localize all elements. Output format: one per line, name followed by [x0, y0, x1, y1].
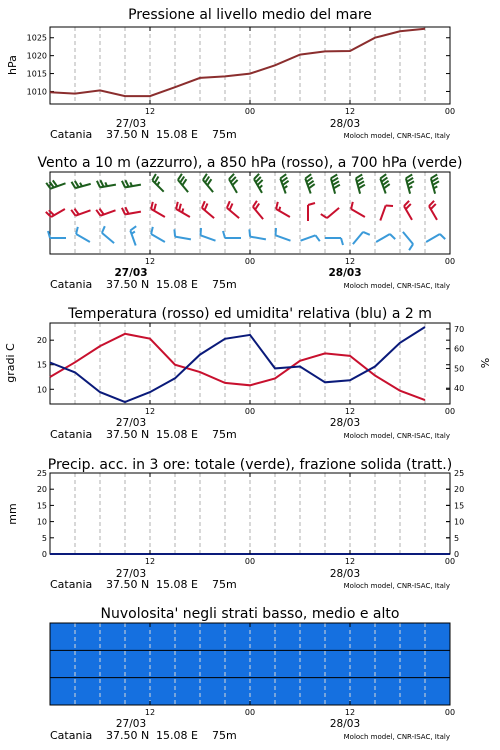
wind-barb-10m-shaft [175, 237, 191, 240]
wind-barb-850-half-feather [182, 209, 183, 213]
precipitation-lat: 37.50 N [106, 578, 150, 591]
wind-barb-700-feather [155, 177, 159, 183]
precipitation-panel [6, 457, 464, 591]
wind-barb-700 [178, 174, 188, 192]
temperature-panel [4, 306, 492, 441]
wind-model: Moloch model, CNR-ISAC, Italy [343, 282, 450, 290]
wind-barb-700 [72, 181, 91, 188]
cloud-xtick-label: 12 [144, 708, 156, 717]
wind-barb-10m-shaft [102, 233, 114, 243]
pressure-xtick-label: 12 [144, 107, 156, 116]
wind-barb-700-feather [408, 181, 414, 185]
wind-barb-700-feather [331, 175, 337, 179]
wind-barb-10m [223, 231, 241, 238]
wind-barb-850 [253, 201, 263, 219]
precipitation-right-ytick-label: 25 [454, 469, 465, 478]
precipitation-ytick-label: 0 [41, 550, 47, 559]
wind-barb-850-shaft [253, 207, 263, 219]
cloud-xtick-label: 00 [444, 708, 456, 717]
wind-barb-850 [308, 203, 315, 221]
wind-barb-850-feather [176, 202, 178, 209]
wind-barb-10m-shaft [76, 234, 90, 242]
wind-barb-10m-shaft [151, 234, 165, 242]
temperature-series-line [50, 334, 425, 400]
pressure-elev: 75m [212, 128, 237, 141]
pressure-ytick-label: 1025 [26, 33, 47, 43]
pressure-xtick-label: 00 [444, 107, 456, 116]
wind-xtick-label: 00 [244, 257, 256, 266]
humidity-ytick-label: 50 [454, 364, 465, 374]
temperature-elev: 75m [212, 428, 237, 441]
temperature-ytick-label: 10 [36, 385, 47, 395]
pressure-station: Catania [50, 128, 93, 141]
wind-title: Vento a 10 m (azzurro), a 850 hPa (rosso), a 700 hPa (verde) [37, 155, 463, 171]
wind-panel [37, 155, 462, 291]
precipitation-ylabel: mm [6, 503, 19, 525]
wind-barb-10m-shaft [201, 235, 216, 240]
precipitation-ytick-label: 10 [36, 517, 47, 527]
wind-lon: 15.08 E [156, 278, 198, 291]
wind-barb-700-feather [357, 178, 363, 182]
wind-barb-700-feather [152, 174, 156, 180]
wind-barb-850-feather [151, 202, 153, 209]
precipitation-ytick-label: 25 [36, 469, 47, 478]
wind-barb-10m-shaft [426, 234, 440, 242]
precipitation-date-2: 28/03 [329, 568, 361, 580]
wind-barb-10m-half-feather [132, 232, 135, 234]
pressure-date-1: 27/03 [115, 118, 147, 130]
wind-barb-10m-shaft [353, 232, 363, 244]
wind-barb-10m [276, 228, 291, 241]
wind-barb-10m-feather [76, 227, 78, 234]
wind-barb-700-feather [359, 185, 365, 189]
wind-barb-700-feather [334, 185, 340, 189]
wind-barb-850 [46, 209, 65, 217]
wind-barb-850-feather [308, 203, 315, 205]
wind-barb-850-feather [179, 204, 181, 211]
wind-barb-700-feather [432, 178, 438, 182]
wind-barb-10m-shaft [250, 237, 266, 240]
temperature-lat: 37.50 N [106, 428, 150, 441]
pressure-xtick-label: 12 [344, 107, 356, 116]
wind-barb-10m [174, 229, 191, 239]
wind-barb-10m-shaft [276, 235, 291, 240]
precipitation-title: Precip. acc. in 3 ore: totale (verde), frazione solida (tratt.) [47, 457, 453, 473]
precipitation-xtick-label: 00 [244, 557, 256, 566]
wind-barb-700-shaft [203, 180, 213, 192]
wind-lat: 37.50 N [106, 278, 150, 291]
temperature-ytick-label: 15 [36, 360, 47, 370]
wind-barb-10m-feather [102, 226, 105, 233]
pressure-ylabel: hPa [6, 55, 19, 75]
wind-barb-700-shaft [178, 180, 188, 192]
wind-barb-850-feather [205, 204, 208, 211]
wind-barb-10m-feather [440, 234, 445, 239]
wind-barb-700-feather [332, 178, 338, 182]
wind-barb-10m-feather [409, 244, 413, 250]
temperature-xtick-label: 00 [244, 407, 256, 416]
precipitation-ytick-label: 5 [41, 533, 47, 543]
wind-barb-700 [203, 174, 213, 192]
wind-barb-10m [130, 226, 136, 245]
wind-barb-850-feather [253, 201, 257, 207]
pressure-date-2: 28/03 [329, 118, 361, 130]
wind-barb-10m [301, 235, 320, 241]
precipitation-elev: 75m [212, 578, 237, 591]
temperature-model: Moloch model, CNR-ISAC, Italy [343, 432, 450, 440]
pressure-panel [6, 7, 455, 141]
precipitation-right-ytick-label: 10 [454, 517, 465, 527]
wind-barb-10m-shaft [301, 235, 316, 240]
humidity-ylabel: % [479, 357, 492, 369]
wind-barb-700-feather [431, 175, 437, 179]
precipitation-station: Catania [50, 578, 93, 591]
cloud-elev: 75m [212, 729, 237, 742]
wind-barb-850-shaft [276, 209, 290, 217]
wind-barb-700 [46, 180, 65, 188]
precipitation-right-ytick-label: 5 [454, 533, 460, 543]
wind-barb-700 [305, 174, 314, 193]
wind-barb-700-half-feather [157, 182, 159, 186]
cloud-title: Nuvolosita' negli strati basso, medio e alto [100, 606, 400, 622]
wind-barb-10m [249, 229, 266, 239]
humidity-ytick-label: 40 [454, 384, 465, 394]
wind-barb-700-feather [356, 175, 362, 179]
precipitation-ytick-label: 20 [36, 485, 47, 495]
wind-barb-10m-feather [390, 234, 395, 239]
wind-barb-700-half-feather [259, 185, 262, 188]
wind-barb-850-feather [227, 201, 230, 208]
wind-barb-700 [280, 174, 288, 193]
wind-barb-850-shaft [227, 208, 239, 218]
wind-barb-700 [380, 174, 389, 193]
wind-barb-850-feather [276, 202, 278, 209]
wind-barb-850 [227, 201, 239, 218]
wind-barb-10m [102, 226, 114, 243]
wind-barb-10m [325, 238, 343, 245]
wind-barb-850-feather [154, 204, 156, 211]
wind-barb-700-feather [100, 180, 103, 187]
humidity-series-line [50, 327, 425, 402]
wind-barb-700 [229, 174, 238, 193]
wind-barb-850 [321, 208, 339, 218]
temperature-xtick-label: 00 [444, 407, 456, 416]
cloud-panel [50, 606, 455, 742]
wind-barb-10m [48, 231, 66, 238]
temperature-station: Catania [50, 428, 93, 441]
wind-barb-10m-feather [151, 227, 153, 234]
precipitation-model: Moloch model, CNR-ISAC, Italy [343, 582, 450, 590]
wind-xtick-label: 12 [144, 257, 156, 266]
precipitation-lon: 15.08 E [156, 578, 198, 591]
cloud-xtick-label: 12 [344, 708, 356, 717]
wind-barb-700-feather [406, 175, 412, 179]
wind-barb-850 [429, 201, 437, 220]
wind-barb-850-feather [125, 207, 128, 214]
wind-barb-850-half-feather [279, 207, 280, 211]
precipitation-date-1: 27/03 [115, 568, 147, 580]
wind-barb-10m-feather [341, 238, 343, 245]
wind-date-2: 28/03 [328, 267, 362, 279]
wind-barb-10m [76, 227, 90, 242]
wind-barb-850 [176, 202, 190, 217]
wind-barb-10m [376, 234, 395, 242]
wind-barb-850-shaft [351, 209, 365, 217]
temperature-lon: 15.08 E [156, 428, 198, 441]
pressure-model: Moloch model, CNR-ISAC, Italy [343, 132, 450, 140]
temperature-date-2: 28/03 [329, 417, 361, 429]
cloud-xtick-label: 00 [244, 708, 256, 717]
temperature-xtick-label: 12 [144, 407, 156, 416]
wind-xtick-label: 12 [344, 257, 356, 266]
wind-barb-850 [202, 201, 214, 218]
wind-elev: 75m [212, 278, 237, 291]
wind-barb-700 [431, 175, 439, 194]
wind-barb-850 [380, 206, 393, 221]
cloud-lat: 37.50 N [106, 729, 150, 742]
wind-barb-10m-shaft [403, 232, 413, 244]
temperature-date-1: 27/03 [115, 417, 147, 429]
wind-barb-10m-feather [363, 232, 370, 235]
wind-barb-700-feather [207, 179, 211, 185]
temperature-ylabel: gradi C [4, 343, 17, 383]
wind-barb-10m-feather [130, 226, 136, 230]
pressure-title: Pressione al livello medio del mare [128, 7, 372, 23]
wind-barb-10m-feather [276, 228, 277, 235]
wind-barb-10m [201, 228, 216, 241]
wind-barb-700-feather [407, 178, 413, 182]
temperature-title: Temperatura (rosso) ed umidita' relativa (blu) a 2 m [68, 306, 432, 322]
wind-barb-700-feather [203, 174, 207, 180]
precipitation-ytick-label: 15 [36, 501, 47, 511]
wind-barb-700 [406, 175, 414, 194]
wind-barb-700-shaft [152, 180, 163, 191]
wind-barb-700 [331, 175, 340, 194]
wind-barb-10m [353, 232, 370, 244]
wind-barb-700 [254, 174, 263, 193]
wind-barb-10m-feather [201, 228, 202, 235]
wind-barb-10m [426, 234, 445, 242]
wind-date-1: 27/03 [114, 267, 148, 279]
wind-barb-700-feather [333, 181, 339, 185]
humidity-ytick-label: 70 [454, 324, 465, 334]
wind-barb-700-feather [125, 180, 128, 187]
wind-barb-700-feather [433, 181, 439, 185]
wind-barb-700-feather [358, 181, 364, 185]
wind-barb-10m-feather [316, 235, 320, 241]
wind-barb-850 [151, 202, 165, 217]
precipitation-right-ytick-label: 0 [454, 550, 460, 559]
precipitation-xtick-label: 12 [144, 557, 156, 566]
wind-barb-850-feather [351, 202, 353, 209]
precipitation-right-ytick-label: 20 [454, 485, 465, 495]
wind-xtick-label: 00 [444, 257, 456, 266]
wind-barb-10m-feather [174, 229, 175, 236]
wind-barb-850-shaft [327, 208, 339, 218]
cloud-date-1: 27/03 [115, 718, 147, 730]
precipitation-plot-frame [50, 473, 450, 554]
wind-barb-850-feather [230, 204, 233, 211]
wind-barb-850-feather [321, 214, 327, 218]
wind-barb-10m-shaft [376, 234, 390, 242]
humidity-ytick-label: 60 [454, 344, 465, 354]
wind-barb-10m [403, 232, 413, 250]
wind-barb-700-feather [182, 179, 186, 185]
wind-barb-850 [404, 201, 412, 220]
pressure-lat: 37.50 N [106, 128, 150, 141]
wind-station: Catania [50, 278, 93, 291]
cloud-date-2: 28/03 [329, 718, 361, 730]
wind-barb-850-feather [386, 206, 393, 207]
wind-barb-850-shaft [151, 209, 165, 217]
cloud-lon: 15.08 E [156, 729, 198, 742]
wind-barb-10m-feather [223, 231, 225, 238]
pressure-xtick-label: 00 [244, 107, 256, 116]
cloud-model: Moloch model, CNR-ISAC, Italy [343, 733, 450, 741]
wind-barb-850 [276, 202, 290, 217]
pressure-ytick-label: 1015 [26, 69, 47, 79]
pressure-ytick-label: 1020 [26, 51, 47, 61]
wind-barb-850-shaft [202, 208, 214, 218]
temperature-ytick-label: 20 [36, 336, 47, 346]
temperature-xtick-label: 12 [344, 407, 356, 416]
wind-barb-850-shaft [380, 206, 385, 221]
wind-barb-700 [152, 174, 163, 192]
pressure-ytick-label: 1010 [26, 87, 47, 97]
pressure-series-line [50, 29, 425, 96]
wind-barb-700-feather [178, 174, 182, 180]
wind-barb-700 [356, 175, 365, 194]
precipitation-xtick-label: 12 [344, 557, 356, 566]
wind-barb-850 [96, 209, 115, 216]
precipitation-right-ytick-label: 15 [454, 501, 465, 511]
wind-barb-850 [71, 209, 90, 216]
wind-barb-850-feather [202, 201, 205, 208]
pressure-lon: 15.08 E [156, 128, 198, 141]
wind-barb-10m [151, 227, 165, 242]
wind-barb-10m-feather [249, 229, 250, 236]
wind-barb-700-half-feather [284, 186, 287, 188]
cloud-station: Catania [50, 729, 93, 742]
wind-barb-850 [351, 202, 365, 217]
precipitation-xtick-label: 00 [444, 557, 456, 566]
